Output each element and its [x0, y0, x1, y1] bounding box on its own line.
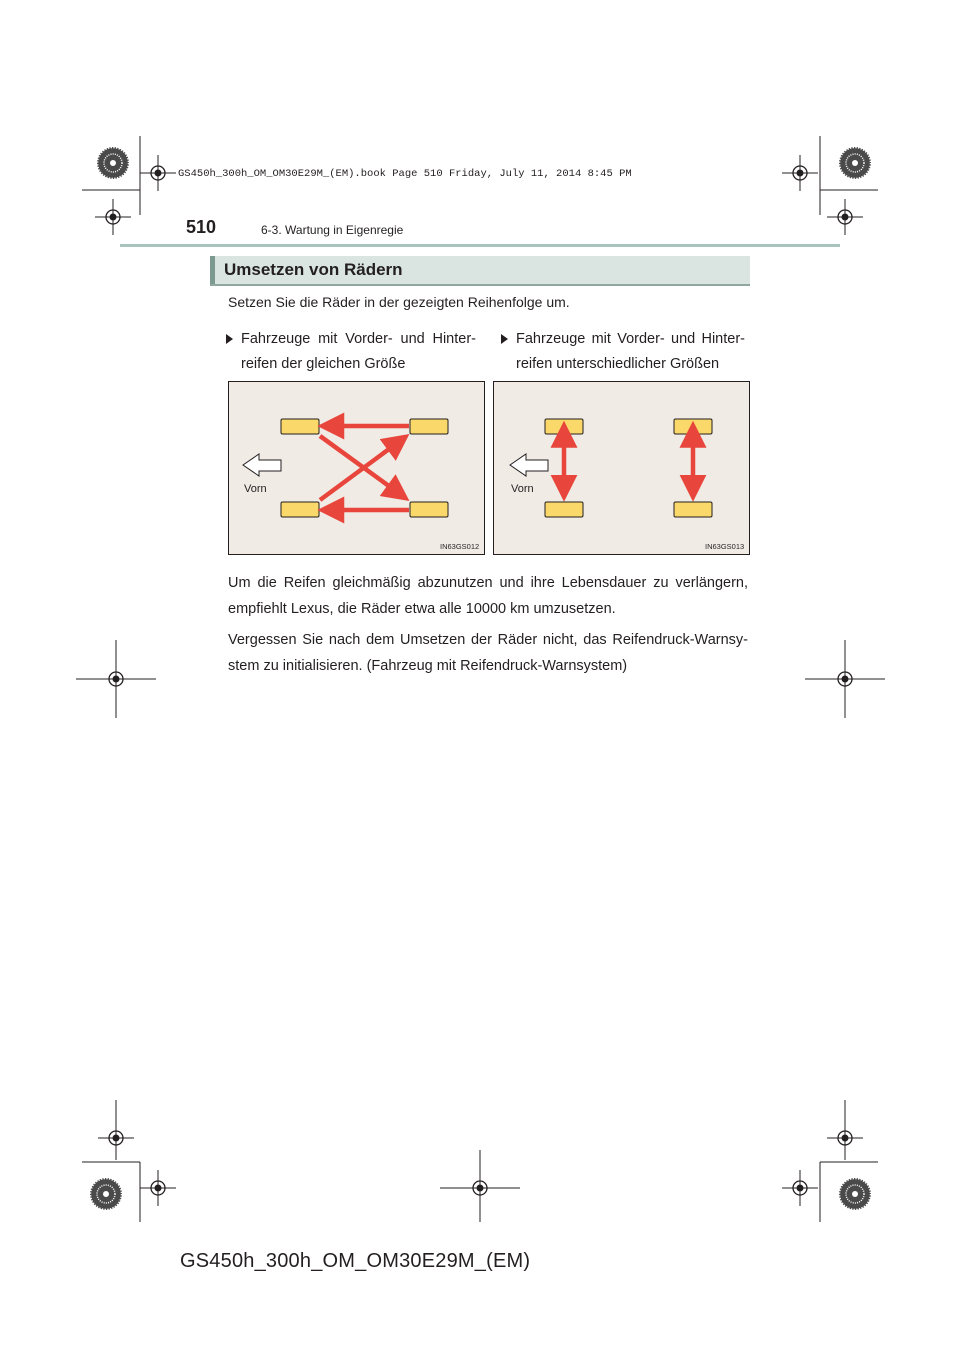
case-text: Fahrzeuge mit Vorder- und Hinter-reifen unterschiedlicher Größen [516, 331, 745, 372]
page-number: 510 [186, 217, 217, 237]
book-file-info: GS450h_300h_OM_OM30E29M_(EM).book Page 510 Friday, July 11, 2014 8:45 PM [178, 168, 632, 180]
tire-front-right [281, 502, 319, 517]
topic-heading-bar [210, 256, 750, 286]
tire-rear-left [674, 419, 712, 434]
case-text: Fahrzeuge mit Vorder- und Hinter-reifen der gleichen Größe [241, 331, 476, 372]
bullet-triangle-icon [226, 334, 233, 344]
warning-system-paragraph: Vergessen Sie nach dem Umsetzen der Räder nicht, das Reifendruck-Warnsy-stem zu initialisieren. (Fahrzeug mit Reifendruck-Warnsystem) [228, 632, 748, 674]
topic-title: Umsetzen von Rädern [224, 260, 403, 279]
figure-code: IN63GS013 [705, 542, 745, 551]
tire-rear-left [410, 419, 448, 434]
case-same-size [226, 327, 476, 377]
figure-code: IN63GS012 [440, 542, 480, 551]
recommendation-paragraph: Um die Reifen gleichmäßig abzunutzen und ihre Lebensdauer zu verlängern, empfiehlt Lexus, die Räder etwa alle 10000 km umzusetzen. [228, 575, 748, 617]
case-different-size [501, 327, 745, 377]
bullet-triangle-icon [501, 334, 508, 344]
tire-front-left [281, 419, 319, 434]
tire-rear-right [674, 502, 712, 517]
footer-doc-id: GS450h_300h_OM_OM30E29M_(EM) [180, 1250, 531, 1272]
topic-accent [210, 256, 215, 284]
front-label: Vorn [511, 483, 534, 495]
intro-text: Setzen Sie die Räder in der gezeigten Reihenfolge um. [228, 294, 570, 310]
front-label: Vorn [244, 483, 267, 495]
figure-same-size [229, 382, 485, 555]
tire-front-right [545, 502, 583, 517]
figure-different-size [494, 382, 750, 555]
section-heading: 6-3. Wartung in Eigenregie [261, 223, 404, 237]
rotation-figures [228, 381, 750, 556]
tire-rear-right [410, 502, 448, 517]
tire-front-left [545, 419, 583, 434]
header-rule [120, 244, 840, 247]
